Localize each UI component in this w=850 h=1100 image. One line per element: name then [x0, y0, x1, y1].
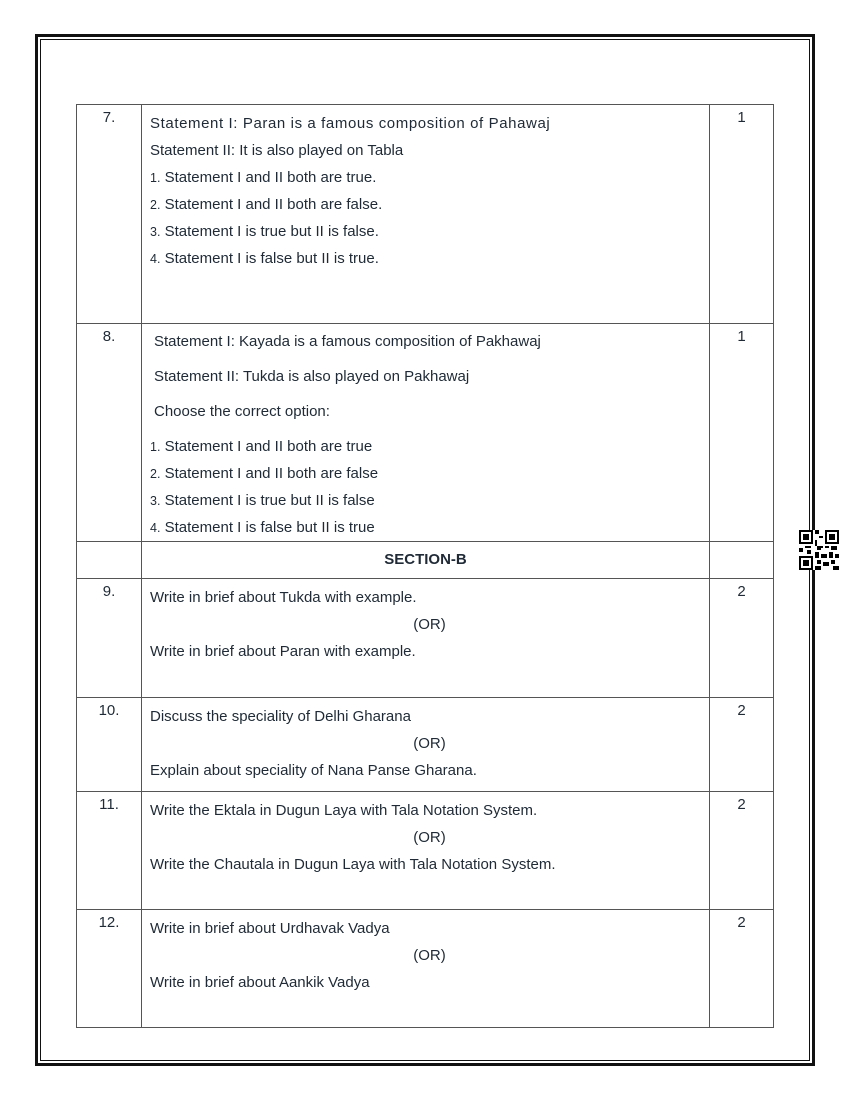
question-number: 12. [77, 910, 142, 1028]
question-marks: 2 [710, 792, 774, 910]
question-alternative: Write in brief about Paran with example. [150, 643, 416, 660]
question-marks: 1 [710, 324, 774, 542]
question-table [76, 104, 774, 1028]
option-item: 2. Statement I and II both are false. [150, 196, 383, 213]
qr-code-icon [799, 530, 839, 570]
question-alternative: Explain about speciality of Nana Panse Gharana. [150, 762, 477, 779]
question-number: 8. [77, 324, 142, 542]
question-marks: 1 [710, 105, 774, 324]
question-marks: 2 [710, 910, 774, 1028]
or-label: (OR) [413, 829, 446, 846]
choose-prompt: Choose the correct option: [154, 403, 330, 420]
question-row-9 [77, 579, 774, 698]
question-marks: 2 [710, 698, 774, 792]
option-item: 3. Statement I is true but II is false [150, 492, 375, 509]
statement-one: Statement I: Kayada is a famous composition of Pakhawaj [154, 333, 541, 350]
question-number: 10. [77, 698, 142, 792]
question-content [142, 105, 710, 324]
question-text: Write in brief about Tukda with example. [150, 589, 417, 606]
question-text: Write in brief about Urdhavak Vadya [150, 920, 390, 937]
question-alternative: Write the Chautala in Dugun Laya with Tala Notation System. [150, 856, 556, 873]
section-title: SECTION-B [142, 542, 710, 579]
question-alternative: Write in brief about Aankik Vadya [150, 974, 370, 991]
question-text: Write the Ektala in Dugun Laya with Tala Notation System. [150, 802, 538, 819]
question-content [142, 698, 710, 792]
empty-cell [77, 542, 142, 579]
question-content [142, 579, 710, 698]
section-b-row [77, 542, 774, 579]
question-row-7 [77, 105, 774, 324]
question-row-12 [77, 910, 774, 1028]
statement-two: Statement II: Tukda is also played on Pakhawaj [154, 368, 470, 385]
option-item: 1. Statement I and II both are true. [150, 169, 377, 186]
statement-one: Statement I: Paran is a famous composition of Pahawaj [150, 115, 551, 132]
question-text: Discuss the speciality of Delhi Gharana [150, 708, 411, 725]
or-label: (OR) [413, 616, 446, 633]
question-row-10 [77, 698, 774, 792]
question-row-11 [77, 792, 774, 910]
question-content [142, 910, 710, 1028]
question-content [142, 324, 710, 542]
statement-two: Statement II: It is also played on Tabla [150, 142, 404, 159]
option-item: 3. Statement I is true but II is false. [150, 223, 379, 240]
question-marks: 2 [710, 579, 774, 698]
option-item: 4. Statement I is false but II is true [150, 519, 375, 536]
or-label: (OR) [413, 947, 446, 964]
question-content [142, 792, 710, 910]
option-item: 1. Statement I and II both are true [150, 438, 373, 455]
option-item: 4. Statement I is false but II is true. [150, 250, 379, 267]
empty-cell [710, 542, 774, 579]
question-number: 11. [77, 792, 142, 910]
question-number: 7. [77, 105, 142, 324]
option-item: 2. Statement I and II both are false [150, 465, 379, 482]
question-row-8 [77, 324, 774, 542]
or-label: (OR) [413, 735, 446, 752]
question-number: 9. [77, 579, 142, 698]
